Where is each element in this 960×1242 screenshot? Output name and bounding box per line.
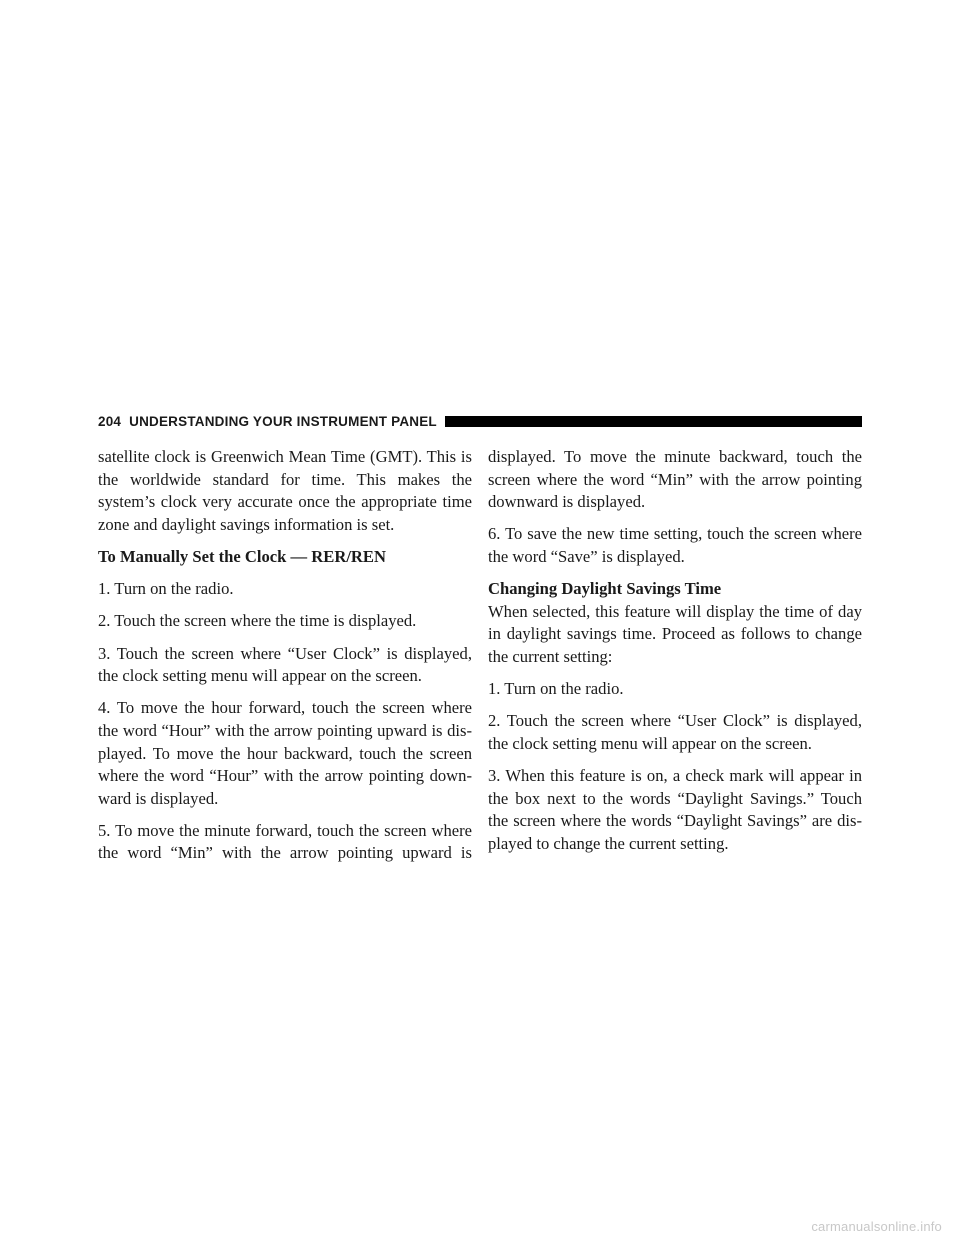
step-3: 3. Touch the screen where “User Clock” is displayed, the clock setting menu will appear on the screen.: [98, 643, 472, 686]
dst-step-2: 2. Touch the screen where “User Clock” is displayed, the clock setting menu will appear on the screen.: [488, 711, 862, 753]
step-4: 4. To move the hour forward, touch the screen where the word “Hour” with the arrow pointing upward is dis-played. To move the hour backward, touch the screen where the word “Hour” with the arrow pointing down-ward is displayed.: [98, 698, 472, 808]
heading-daylight-savings: Changing Daylight Savings Time: [488, 579, 722, 599]
dst-step-3: 3. When this feature is on, a check mark will appear in the box next to the words “Daylight Savings.” Touch the screen where the words “Daylight Savings” are dis-played to change the current setting.: [488, 766, 862, 853]
right-column: [488, 446, 862, 865]
step-1: 1. Turn on the radio.: [98, 579, 234, 599]
dst-step-1: 1. Turn on the radio.: [488, 679, 624, 699]
left-column: [98, 446, 472, 875]
step-6: 6. To save the new time setting, touch the screen where the word “Save” is displayed.: [488, 524, 862, 566]
page-header: [98, 410, 862, 432]
header-rule: [445, 416, 862, 427]
dst-paragraph: When selected, this feature will display the time of day in daylight savings time. Proceed as follows to change the current setting:: [488, 601, 862, 666]
watermark: carmanualsonline.info: [811, 1219, 942, 1234]
step-5: 5. To move the minute forward, touch the screen where the word “Min” with the arrow pointing upward is: [98, 820, 472, 863]
section-title: UNDERSTANDING YOUR INSTRUMENT PANEL: [129, 413, 437, 429]
step-2: 2. Touch the screen where the time is displayed.: [98, 611, 417, 631]
page-number: 204: [98, 413, 122, 429]
intro-paragraph: satellite clock is Greenwich Mean Time (GMT). This is the worldwide standard for time. This makes the system’s clock very accurate once the appropriate time zone and daylight savings information is set.: [98, 447, 472, 534]
step-5-continued: displayed. To move the minute backward, touch the screen where the word “Min” with the arrow pointing downward is displayed.: [488, 447, 862, 512]
heading-manual-set-clock: To Manually Set the Clock — RER/REN: [98, 546, 386, 566]
